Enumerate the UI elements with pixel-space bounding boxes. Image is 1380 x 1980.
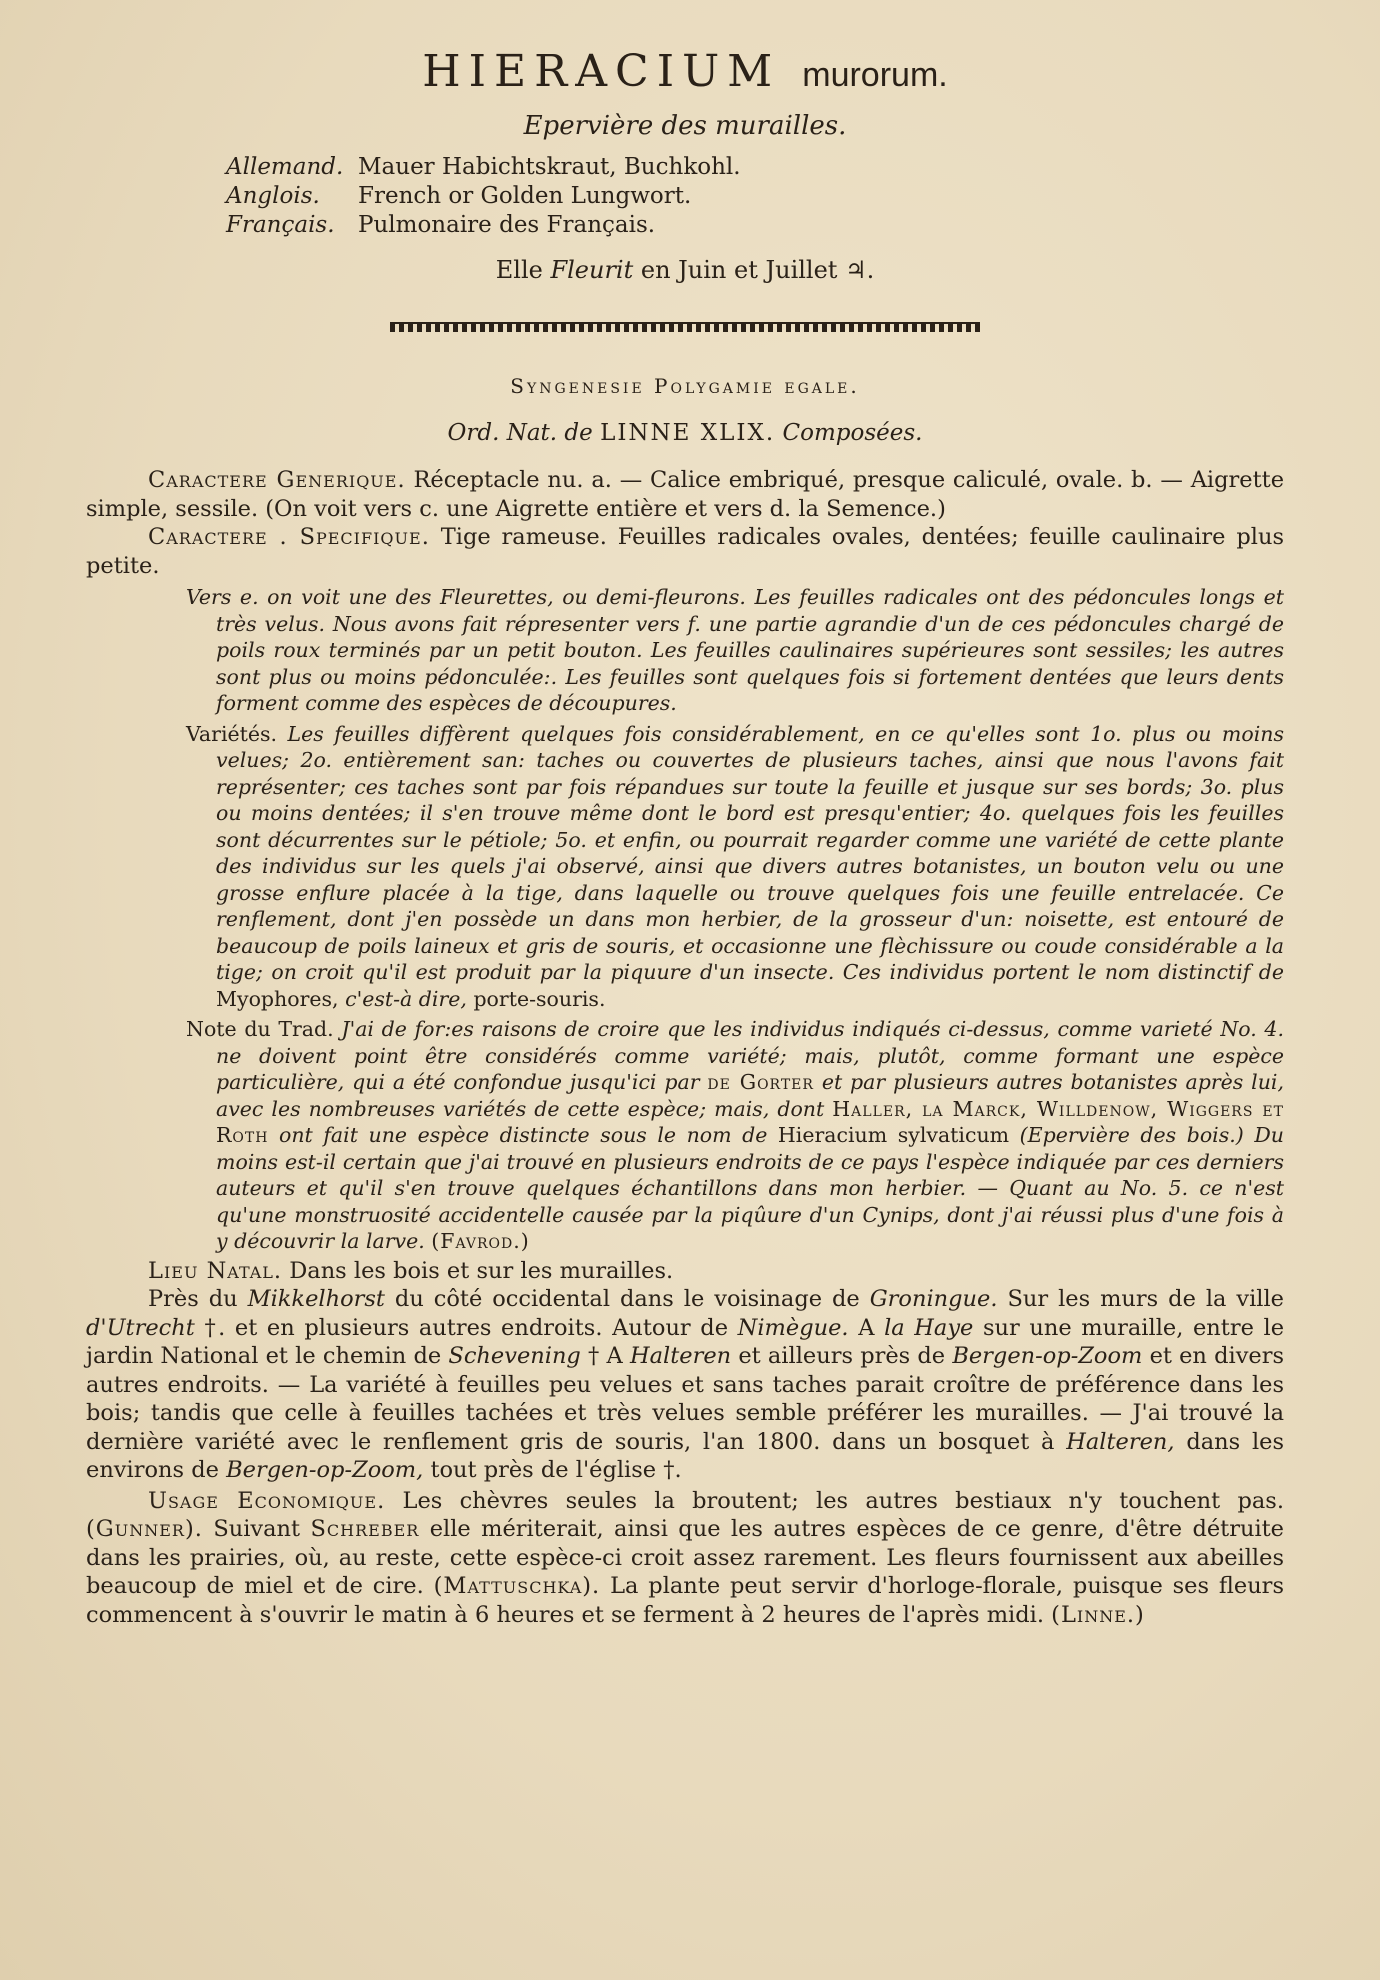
lang-label: Anglois. bbox=[226, 183, 320, 209]
note-text: c'est-à dire, bbox=[345, 986, 467, 1011]
place-name: d'Utrecht bbox=[86, 1314, 195, 1341]
note-varietes bbox=[86, 721, 1284, 1013]
term-myophores: Myophores, bbox=[216, 986, 339, 1011]
place-name: Schevening bbox=[448, 1343, 581, 1369]
lieu-natal bbox=[86, 1257, 1284, 1286]
specific-character bbox=[86, 523, 1284, 580]
page-title bbox=[86, 46, 1284, 97]
text: Suivant bbox=[213, 1516, 301, 1542]
lang-label: Allemand. bbox=[226, 154, 344, 180]
place-name: Nimègue. bbox=[737, 1314, 849, 1341]
term-porte-souris: porte-souris. bbox=[473, 986, 606, 1011]
text: tout près de l'église †. bbox=[430, 1457, 682, 1483]
note-vers bbox=[86, 584, 1284, 717]
flowering-line bbox=[86, 256, 1284, 284]
note-text: (Epervière des bois.) Du moins est-il certain que j'ai trouvé en plusieurs endroits de ce pays l'espèce indiquée par ces derniers auteurs et qu'il s'en trouve quelques échantillons dans mon herbier. — Quant au No. 5. ce n'est qu'une monstruosité accidentelle causée par la piqûure d'un Cynips, dont j'ai réussi plus d'une fois à y découvrir la larve. bbox=[216, 1123, 1284, 1253]
place-name: Halteren, bbox=[1066, 1428, 1175, 1455]
text: † A bbox=[588, 1343, 623, 1369]
section-text: Réceptacle nu. a. — Calice embriqué, presque caliculé, ovale. b. — Aigrette simple, sessile. (On voit vers c. une Aigrette entière et vers d. la Semence.) bbox=[86, 467, 1285, 522]
author-gunner: (Gunner). bbox=[86, 1516, 203, 1542]
text: A bbox=[858, 1314, 875, 1341]
term-hieracium-sylvaticum: Hieracium sylvaticum bbox=[777, 1123, 1010, 1147]
section-label: Lieu Natal. bbox=[148, 1257, 283, 1284]
place-name: la Haye bbox=[884, 1314, 974, 1341]
vernacular-names bbox=[226, 153, 1284, 240]
place-name: Groningue. bbox=[869, 1286, 998, 1312]
lang-name: Mauer Habichtskraut, Buchkohl. bbox=[358, 154, 741, 180]
ornamental-divider bbox=[390, 322, 980, 332]
author-mattuschka: (Mattuschka). bbox=[433, 1573, 601, 1599]
text: et en divers autres endroits. — La variété à feuilles peu velues et sans taches parait croître de préférence dans les bois; tandis que celle à feuilles tachées et très velues semble préférer les murailles. — J'ai trouvé la dernière variété avec le renflement gris de souris, l'an 1800. dans un bosquet à bbox=[86, 1343, 1285, 1455]
place-name: Halteren bbox=[629, 1343, 732, 1369]
author-schreber: Schreber bbox=[310, 1516, 420, 1542]
name-row-german bbox=[226, 153, 1284, 182]
name-row-english bbox=[226, 182, 1284, 211]
flowering-post: en Juin et Juillet ♃. bbox=[640, 256, 875, 284]
genus-name: HIERACIUM bbox=[422, 46, 781, 97]
author-gorter: de Gorter bbox=[707, 1070, 814, 1094]
note-text: et par plusieurs autres botanistes après lui, avec les nombreuses variétés de cette espèce; mais, dont bbox=[216, 1070, 1284, 1121]
note-translator bbox=[86, 1016, 1284, 1255]
section-label: Note du Trad. bbox=[186, 1017, 334, 1041]
text: elle mériterait, ainsi que les autres espèces de ce genre, d'être détruite dans les prairies, où, au reste, cette espèce-ci croit assez rarement. Les fleurs fournissent aux abeilles beaucoup de miel et de cire. bbox=[86, 1516, 1284, 1599]
text: sur une muraille, entre le jardin National et le chemin de bbox=[86, 1314, 1285, 1369]
usage-economique bbox=[86, 1487, 1284, 1630]
french-common-name: Epervière des murailles. bbox=[523, 111, 847, 141]
lang-label: Français. bbox=[226, 212, 335, 238]
text: La plante peut servir d'horloge-florale, puisque ses fleurs commencent à s'ouvrir le matin à 6 heures et se ferment à 2 heures de l'après midi. bbox=[86, 1573, 1284, 1628]
place-name: Bergen-op-Zoom bbox=[952, 1343, 1143, 1369]
localities bbox=[86, 1285, 1284, 1485]
flowering-verb: Fleurit bbox=[550, 256, 634, 284]
natural-order bbox=[86, 420, 1284, 446]
text: du côté occidental dans le voisinage de bbox=[394, 1286, 860, 1312]
text: et ailleurs près de bbox=[738, 1343, 946, 1369]
name-row-french bbox=[226, 211, 1284, 240]
section-label: Caractere Generique. bbox=[148, 467, 406, 493]
note-text: Les feuilles diffèrent quelques fois considérablement, en ce qu'elles sont 1o. plus ou moins velues; 2o. entièrement san: taches ou couvertes de plusieurs taches, ainsi que nous l'avons fait représenter; ces taches sont par fois répandues sur toute la feuille et jusque sur ses bords; 3o. plus ou moins dentées; il s'en trouve même dont le bord est presqu'entier; 4o. quelques fois les feuilles sont décurrentes sur le pétiole; 5o. et enfin, ou pourrait regarder comme une variété de cette plante des individus sur les quels j'ai observé, ainsi que divers autres botanistes, un bouton velu ou une grosse enflure placée à la tige, dans laquelle ou trouve quelques fois une feuille entrelacée. Ce renflement, dont j'en possède un dans mon herbier, de la grosseur d'un: noisette, est entouré de beaucoup de poils laineux et gris de souris, et occasionne une flèchissure ou coude considérable a la tige; on croit qu'il est produit par la piquure d'un insecte. Ces individus portent le nom distinctif de bbox=[216, 721, 1284, 984]
section-label: Usage Economique. bbox=[148, 1487, 386, 1514]
place-name: Mikkelhorst bbox=[247, 1286, 385, 1312]
linnaean-class: Syngenesie Polygamie egale. bbox=[510, 374, 860, 398]
author-list: Haller, la Marck, Willdenow, Wiggers et Roth bbox=[216, 1096, 1284, 1147]
place-name: Bergen-op-Zoom, bbox=[226, 1457, 424, 1483]
note-text: J'ai de for:es raisons de croire que les individus indiqués ci-dessus, comme varieté No. 4. ne doivent point être considérés comme variété; mais, plutôt, comme formant une espèce particulière, qui a été confondue jusqu'ici par bbox=[216, 1017, 1284, 1094]
species-name: murorum. bbox=[802, 56, 948, 94]
order-pre: Ord. Nat. de bbox=[447, 420, 593, 446]
order-post: Composées. bbox=[782, 420, 923, 446]
flowering-pre: Elle bbox=[495, 256, 543, 284]
order-caps: LINNE XLIX. bbox=[600, 420, 776, 446]
section-text: Dans les bois et sur les murailles. bbox=[289, 1257, 674, 1284]
text: dans les environs de bbox=[86, 1428, 1285, 1483]
text: Sur les murs de la ville bbox=[1007, 1286, 1284, 1312]
lang-name: French or Golden Lungwort. bbox=[358, 183, 692, 209]
author-favrod: (Favrod.) bbox=[431, 1229, 530, 1253]
note-text: Vers e. on voit une des Fleurettes, ou demi-fleurons. Les feuilles radicales ont des pédoncules longs et très velus. Nous avons fait répresenter vers f. une partie agrandie d'un de ces pédoncules chargé de poils roux terminés par un petit bouton. Les feuilles caulinaires supérieures sont sessiles; les autres sont plus ou moins pédonculée:. Les feuilles sont quelques fois si fortement dentées que leurs dents forment comme des espèces de découpures. bbox=[186, 585, 1284, 715]
text: Près du bbox=[148, 1286, 238, 1312]
section-label: Caractere . Specifique. bbox=[148, 524, 430, 550]
lang-name: Pulmonaire des Français. bbox=[358, 212, 656, 238]
author-linne: (Linne.) bbox=[1051, 1601, 1145, 1628]
note-text: ont fait une espèce distincte sous le nom de bbox=[279, 1123, 768, 1147]
section-text: Tige rameuse. Feuilles radicales ovales, dentées; feuille caulinaire plus petite. bbox=[86, 524, 1284, 579]
text: Les chèvres seules la broutent; les autres bestiaux n'y touchent pas. bbox=[402, 1487, 1284, 1514]
text: †. et en plusieurs autres endroits. Autour de bbox=[204, 1314, 729, 1341]
generic-character bbox=[86, 466, 1284, 523]
section-label: Variétés. bbox=[186, 721, 278, 746]
